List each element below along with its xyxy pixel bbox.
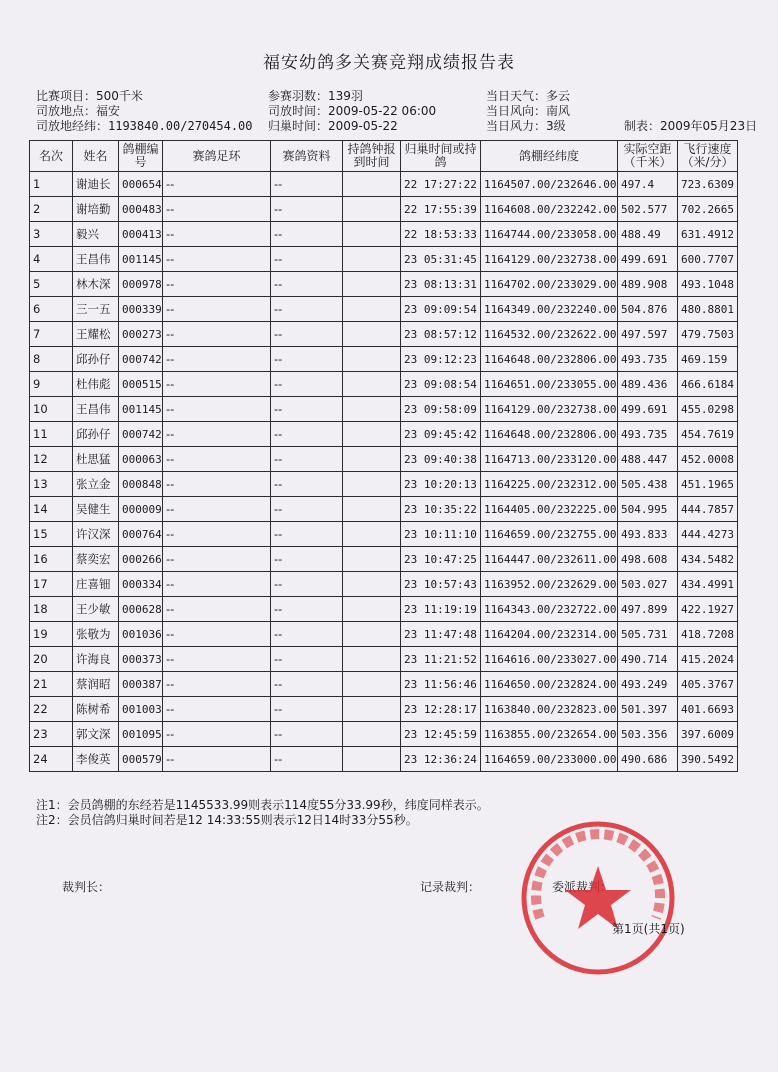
cell-name: 杜思猛 (73, 447, 119, 472)
table-row (30, 397, 738, 422)
cell-return-time: 22 18:53:33 (401, 222, 481, 247)
cell-rank: 21 (30, 672, 73, 697)
meta-release-coords: 司放地经纬：1193840.00/270454.00 (36, 119, 253, 133)
cell-speed: 415.2024 (678, 647, 738, 672)
cell-coords: 1164349.00/232240.00 (481, 297, 618, 322)
cell-rank: 9 (30, 372, 73, 397)
cell-rank: 17 (30, 572, 73, 597)
cell-distance: 488.447 (618, 447, 678, 472)
cell-ring: -- (163, 647, 271, 672)
cell-speed: 454.7619 (678, 422, 738, 447)
cell-distance: 493.735 (618, 347, 678, 372)
cell-loft-id: 001003 (119, 697, 163, 722)
cell-rank: 22 (30, 697, 73, 722)
meta-made-date: 制表：2009年05月23日 (624, 119, 758, 133)
cell-pigeon-info: -- (271, 347, 343, 372)
cell-return-time: 23 08:13:31 (401, 272, 481, 297)
cell-pigeon-info: -- (271, 297, 343, 322)
cell-distance: 493.735 (618, 422, 678, 447)
table-row (30, 597, 738, 622)
cell-ring: -- (163, 472, 271, 497)
cell-pigeon-info: -- (271, 722, 343, 747)
meta-wind-force: 当日风力：3级 (486, 119, 566, 133)
cell-loft-id: 000654 (119, 172, 163, 197)
header-return-time: 归巢时间或持鸽 (401, 141, 481, 172)
cell-pigeon-info: -- (271, 422, 343, 447)
cell-ring: -- (163, 672, 271, 697)
cell-coords: 1164616.00/233027.00 (481, 647, 618, 672)
cell-loft-id: 000742 (119, 347, 163, 372)
cell-return-time: 23 10:57:43 (401, 572, 481, 597)
cell-coords: 1164713.00/233120.00 (481, 447, 618, 472)
meta-weather: 当日天气：多云 (486, 89, 571, 103)
cell-coords: 1164744.00/233058.00 (481, 222, 618, 247)
cell-return-time: 23 11:19:19 (401, 597, 481, 622)
cell-pigeon-info: -- (271, 522, 343, 547)
cell-speed: 397.6009 (678, 722, 738, 747)
table-row (30, 297, 738, 322)
cell-name: 庄喜钿 (73, 572, 119, 597)
cell-distance: 489.908 (618, 272, 678, 297)
meta-release-time: 司放时间：2009-05-22 06:00 (268, 104, 437, 118)
cell-name: 杜伟彪 (73, 372, 119, 397)
cell-name: 许汉深 (73, 522, 119, 547)
cell-ring: -- (163, 597, 271, 622)
cell-rank: 7 (30, 322, 73, 347)
cell-coords: 1164659.00/232755.00 (481, 522, 618, 547)
cell-speed: 600.7707 (678, 247, 738, 272)
signature-recorder: 记录裁判： (420, 880, 481, 894)
cell-return-time: 22 17:27:22 (401, 172, 481, 197)
cell-ring: -- (163, 297, 271, 322)
table-row (30, 272, 738, 297)
cell-ring: -- (163, 722, 271, 747)
cell-speed: 466.6184 (678, 372, 738, 397)
cell-speed: 390.5492 (678, 747, 738, 772)
cell-distance: 497.597 (618, 322, 678, 347)
meta-event: 比赛项目：500千米 (36, 89, 143, 103)
notes (36, 798, 489, 828)
cell-pigeon-info: -- (271, 572, 343, 597)
cell-speed: 405.3767 (678, 672, 738, 697)
meta-wind-direction: 当日风向：南风 (486, 104, 571, 118)
cell-loft-id: 000273 (119, 322, 163, 347)
cell-name: 李俊英 (73, 747, 119, 772)
cell-pigeon-info: -- (271, 472, 343, 497)
cell-clock-time (343, 322, 401, 347)
cell-distance: 493.833 (618, 522, 678, 547)
cell-name: 许海良 (73, 647, 119, 672)
cell-clock-time (343, 247, 401, 272)
cell-coords: 1164204.00/232314.00 (481, 622, 618, 647)
cell-pigeon-info: -- (271, 647, 343, 672)
cell-rank: 15 (30, 522, 73, 547)
table-row (30, 247, 738, 272)
cell-name: 王耀松 (73, 322, 119, 347)
cell-rank: 8 (30, 347, 73, 372)
cell-rank: 13 (30, 472, 73, 497)
cell-return-time: 22 17:55:39 (401, 197, 481, 222)
cell-return-time: 23 09:58:09 (401, 397, 481, 422)
cell-name: 谢培勤 (73, 197, 119, 222)
cell-return-time: 23 12:28:17 (401, 697, 481, 722)
header-distance: 实际空距（千米） (618, 141, 678, 172)
cell-ring: -- (163, 372, 271, 397)
cell-name: 三一五 (73, 297, 119, 322)
header-speed: 飞行速度（米/分） (678, 141, 738, 172)
cell-distance: 499.691 (618, 397, 678, 422)
cell-coords: 1164129.00/232738.00 (481, 247, 618, 272)
cell-name: 吴健生 (73, 497, 119, 522)
cell-distance: 497.4 (618, 172, 678, 197)
signature-chief-referee: 裁判长： (62, 880, 111, 894)
cell-rank: 4 (30, 247, 73, 272)
cell-clock-time (343, 522, 401, 547)
cell-distance: 503.356 (618, 722, 678, 747)
meta-column-3 (486, 89, 570, 134)
cell-rank: 18 (30, 597, 73, 622)
cell-return-time: 23 11:47:48 (401, 622, 481, 647)
cell-speed: 444.4273 (678, 522, 738, 547)
cell-name: 陈树希 (73, 697, 119, 722)
cell-clock-time (343, 272, 401, 297)
cell-clock-time (343, 197, 401, 222)
table-row (30, 347, 738, 372)
cell-return-time: 23 09:08:54 (401, 372, 481, 397)
cell-coords: 1164225.00/232312.00 (481, 472, 618, 497)
cell-distance: 505.438 (618, 472, 678, 497)
cell-ring: -- (163, 222, 271, 247)
table-row (30, 472, 738, 497)
cell-name: 王少敏 (73, 597, 119, 622)
cell-clock-time (343, 697, 401, 722)
cell-name: 林木深 (73, 272, 119, 297)
cell-coords: 1164650.00/232824.00 (481, 672, 618, 697)
table-row (30, 522, 738, 547)
cell-rank: 11 (30, 422, 73, 447)
table-row (30, 572, 738, 597)
cell-speed: 723.6309 (678, 172, 738, 197)
note-2: 注2：会员信鸽归巢时间若是12 14:33:55则表示12日14时33分55秒。 (36, 813, 418, 827)
table-row (30, 197, 738, 222)
cell-return-time: 23 10:35:22 (401, 497, 481, 522)
cell-pigeon-info: -- (271, 322, 343, 347)
header-clock-time: 持鸽钟报到时间 (343, 141, 401, 172)
cell-pigeon-info: -- (271, 622, 343, 647)
meta-column-1 (36, 89, 253, 134)
cell-rank: 16 (30, 547, 73, 572)
cell-coords: 1164659.00/233000.00 (481, 747, 618, 772)
cell-loft-id: 000978 (119, 272, 163, 297)
signature-delegate: 委派裁判： (552, 880, 613, 894)
cell-ring: -- (163, 197, 271, 222)
cell-distance: 501.397 (618, 697, 678, 722)
cell-distance: 490.714 (618, 647, 678, 672)
cell-name: 张立金 (73, 472, 119, 497)
cell-pigeon-info: -- (271, 222, 343, 247)
table-row (30, 497, 738, 522)
note-1: 注1：会员鸽棚的东经若是1145533.99则表示114度55分33.99秒，纬度同样表示。 (36, 798, 489, 812)
table-row (30, 322, 738, 347)
cell-loft-id: 000387 (119, 672, 163, 697)
cell-clock-time (343, 422, 401, 447)
cell-coords: 1164343.00/232722.00 (481, 597, 618, 622)
cell-coords: 1164651.00/233055.00 (481, 372, 618, 397)
cell-clock-time (343, 722, 401, 747)
cell-ring: -- (163, 497, 271, 522)
cell-ring: -- (163, 622, 271, 647)
cell-coords: 1163952.00/232629.00 (481, 572, 618, 597)
table-row (30, 747, 738, 772)
cell-loft-id: 000339 (119, 297, 163, 322)
cell-rank: 5 (30, 272, 73, 297)
cell-pigeon-info: -- (271, 672, 343, 697)
header-name: 姓名 (73, 141, 119, 172)
cell-distance: 498.608 (618, 547, 678, 572)
cell-coords: 1164405.00/232225.00 (481, 497, 618, 522)
cell-speed: 480.8801 (678, 297, 738, 322)
cell-coords: 1164532.00/232622.00 (481, 322, 618, 347)
cell-coords: 1163855.00/232654.00 (481, 722, 618, 747)
cell-loft-id: 001095 (119, 722, 163, 747)
cell-clock-time (343, 597, 401, 622)
cell-coords: 1164702.00/233029.00 (481, 272, 618, 297)
cell-name: 邱孙仔 (73, 347, 119, 372)
cell-ring: -- (163, 347, 271, 372)
cell-return-time: 23 09:45:42 (401, 422, 481, 447)
cell-pigeon-info: -- (271, 397, 343, 422)
cell-coords: 1164507.00/232646.00 (481, 172, 618, 197)
official-seal (518, 818, 678, 978)
cell-loft-id: 000742 (119, 422, 163, 447)
cell-pigeon-info: -- (271, 447, 343, 472)
cell-clock-time (343, 472, 401, 497)
cell-speed: 479.7503 (678, 322, 738, 347)
cell-distance: 490.686 (618, 747, 678, 772)
table-row (30, 372, 738, 397)
cell-speed: 631.4912 (678, 222, 738, 247)
meta-column-2 (268, 89, 436, 134)
cell-distance: 502.577 (618, 197, 678, 222)
table-row (30, 172, 738, 197)
table-row (30, 422, 738, 447)
cell-speed: 469.159 (678, 347, 738, 372)
cell-distance: 488.49 (618, 222, 678, 247)
cell-speed: 401.6693 (678, 697, 738, 722)
cell-pigeon-info: -- (271, 597, 343, 622)
cell-rank: 3 (30, 222, 73, 247)
cell-ring: -- (163, 422, 271, 447)
cell-return-time: 23 12:36:24 (401, 747, 481, 772)
cell-ring: -- (163, 697, 271, 722)
cell-name: 张敬为 (73, 622, 119, 647)
report-title: 福安幼鸽多关赛竞翔成绩报告表 (263, 53, 515, 73)
cell-loft-id: 000483 (119, 197, 163, 222)
page-number: 第1页(共1页) (612, 922, 685, 936)
cell-pigeon-info: -- (271, 747, 343, 772)
cell-loft-id: 000063 (119, 447, 163, 472)
cell-rank: 6 (30, 297, 73, 322)
cell-clock-time (343, 647, 401, 672)
cell-loft-id: 001145 (119, 397, 163, 422)
cell-ring: -- (163, 747, 271, 772)
cell-ring: -- (163, 322, 271, 347)
cell-name: 蔡奕宏 (73, 547, 119, 572)
cell-loft-id: 000413 (119, 222, 163, 247)
cell-clock-time (343, 397, 401, 422)
cell-speed: 422.1927 (678, 597, 738, 622)
cell-rank: 20 (30, 647, 73, 672)
cell-clock-time (343, 347, 401, 372)
table-row (30, 722, 738, 747)
table-row (30, 647, 738, 672)
cell-loft-id: 001145 (119, 247, 163, 272)
cell-return-time: 23 08:57:12 (401, 322, 481, 347)
table-row (30, 672, 738, 697)
cell-return-time: 23 09:12:23 (401, 347, 481, 372)
header-loft-id: 鸽棚编号 (119, 141, 163, 172)
cell-distance: 499.691 (618, 247, 678, 272)
results-table (29, 140, 738, 772)
cell-pigeon-info: -- (271, 372, 343, 397)
table-row (30, 547, 738, 572)
cell-coords: 1164129.00/232738.00 (481, 397, 618, 422)
cell-ring: -- (163, 397, 271, 422)
cell-ring: -- (163, 247, 271, 272)
cell-ring: -- (163, 572, 271, 597)
cell-distance: 493.249 (618, 672, 678, 697)
cell-distance: 504.995 (618, 497, 678, 522)
cell-pigeon-info: -- (271, 697, 343, 722)
table-header-row (30, 141, 738, 172)
cell-name: 毅兴 (73, 222, 119, 247)
cell-coords: 1164648.00/232806.00 (481, 422, 618, 447)
cell-loft-id: 000579 (119, 747, 163, 772)
cell-loft-id: 000266 (119, 547, 163, 572)
cell-clock-time (343, 672, 401, 697)
cell-ring: -- (163, 272, 271, 297)
cell-loft-id: 000373 (119, 647, 163, 672)
cell-loft-id: 000848 (119, 472, 163, 497)
cell-speed: 444.7857 (678, 497, 738, 522)
cell-pigeon-info: -- (271, 272, 343, 297)
header-pigeon-info: 赛鸽资料 (271, 141, 343, 172)
cell-name: 邱孙仔 (73, 422, 119, 447)
meta-entries: 参赛羽数：139羽 (268, 89, 363, 103)
cell-return-time: 23 11:56:46 (401, 672, 481, 697)
cell-clock-time (343, 297, 401, 322)
cell-speed: 434.4991 (678, 572, 738, 597)
cell-pigeon-info: -- (271, 247, 343, 272)
cell-rank: 12 (30, 447, 73, 472)
cell-rank: 10 (30, 397, 73, 422)
cell-distance: 489.436 (618, 372, 678, 397)
cell-return-time: 23 05:31:45 (401, 247, 481, 272)
cell-speed: 452.0008 (678, 447, 738, 472)
cell-clock-time (343, 572, 401, 597)
cell-speed: 493.1048 (678, 272, 738, 297)
cell-rank: 24 (30, 747, 73, 772)
cell-clock-time (343, 547, 401, 572)
cell-speed: 451.1965 (678, 472, 738, 497)
header-ring: 赛鸽足环 (163, 141, 271, 172)
cell-return-time: 23 12:45:59 (401, 722, 481, 747)
cell-return-time: 23 09:09:54 (401, 297, 481, 322)
cell-rank: 14 (30, 497, 73, 522)
cell-name: 蔡润昭 (73, 672, 119, 697)
cell-distance: 504.876 (618, 297, 678, 322)
cell-pigeon-info: -- (271, 547, 343, 572)
cell-rank: 23 (30, 722, 73, 747)
cell-ring: -- (163, 447, 271, 472)
cell-ring: -- (163, 522, 271, 547)
cell-name: 王昌伟 (73, 247, 119, 272)
cell-speed: 434.5482 (678, 547, 738, 572)
cell-speed: 702.2665 (678, 197, 738, 222)
table-row (30, 222, 738, 247)
cell-clock-time (343, 372, 401, 397)
cell-loft-id: 001036 (119, 622, 163, 647)
cell-return-time: 23 11:21:52 (401, 647, 481, 672)
cell-loft-id: 000334 (119, 572, 163, 597)
cell-return-time: 23 09:40:38 (401, 447, 481, 472)
cell-clock-time (343, 622, 401, 647)
cell-loft-id: 000515 (119, 372, 163, 397)
cell-return-time: 23 10:20:13 (401, 472, 481, 497)
cell-rank: 1 (30, 172, 73, 197)
cell-ring: -- (163, 172, 271, 197)
cell-pigeon-info: -- (271, 197, 343, 222)
cell-loft-id: 000628 (119, 597, 163, 622)
cell-pigeon-info: -- (271, 497, 343, 522)
cell-loft-id: 000764 (119, 522, 163, 547)
meta-return-date: 归巢时间：2009-05-22 (268, 119, 398, 133)
cell-clock-time (343, 447, 401, 472)
cell-ring: -- (163, 547, 271, 572)
cell-coords: 1163840.00/232823.00 (481, 697, 618, 722)
cell-rank: 19 (30, 622, 73, 647)
meta-release-site: 司放地点：福安 (36, 104, 121, 118)
cell-name: 王昌伟 (73, 397, 119, 422)
cell-distance: 497.899 (618, 597, 678, 622)
cell-clock-time (343, 222, 401, 247)
cell-speed: 418.7208 (678, 622, 738, 647)
cell-loft-id: 000009 (119, 497, 163, 522)
table-row (30, 697, 738, 722)
cell-return-time: 23 10:11:10 (401, 522, 481, 547)
table-row (30, 447, 738, 472)
table-row (30, 622, 738, 647)
cell-coords: 1164608.00/232242.00 (481, 197, 618, 222)
cell-distance: 505.731 (618, 622, 678, 647)
cell-clock-time (343, 497, 401, 522)
cell-coords: 1164447.00/232611.00 (481, 547, 618, 572)
cell-clock-time (343, 747, 401, 772)
cell-pigeon-info: -- (271, 172, 343, 197)
cell-clock-time (343, 172, 401, 197)
table-body (30, 172, 738, 772)
cell-name: 郭文深 (73, 722, 119, 747)
cell-rank: 2 (30, 197, 73, 222)
cell-speed: 455.0298 (678, 397, 738, 422)
header-rank: 名次 (30, 141, 73, 172)
cell-return-time: 23 10:47:25 (401, 547, 481, 572)
cell-coords: 1164648.00/232806.00 (481, 347, 618, 372)
cell-name: 谢迪长 (73, 172, 119, 197)
cell-distance: 503.027 (618, 572, 678, 597)
header-coords: 鸽棚经纬度 (481, 141, 618, 172)
